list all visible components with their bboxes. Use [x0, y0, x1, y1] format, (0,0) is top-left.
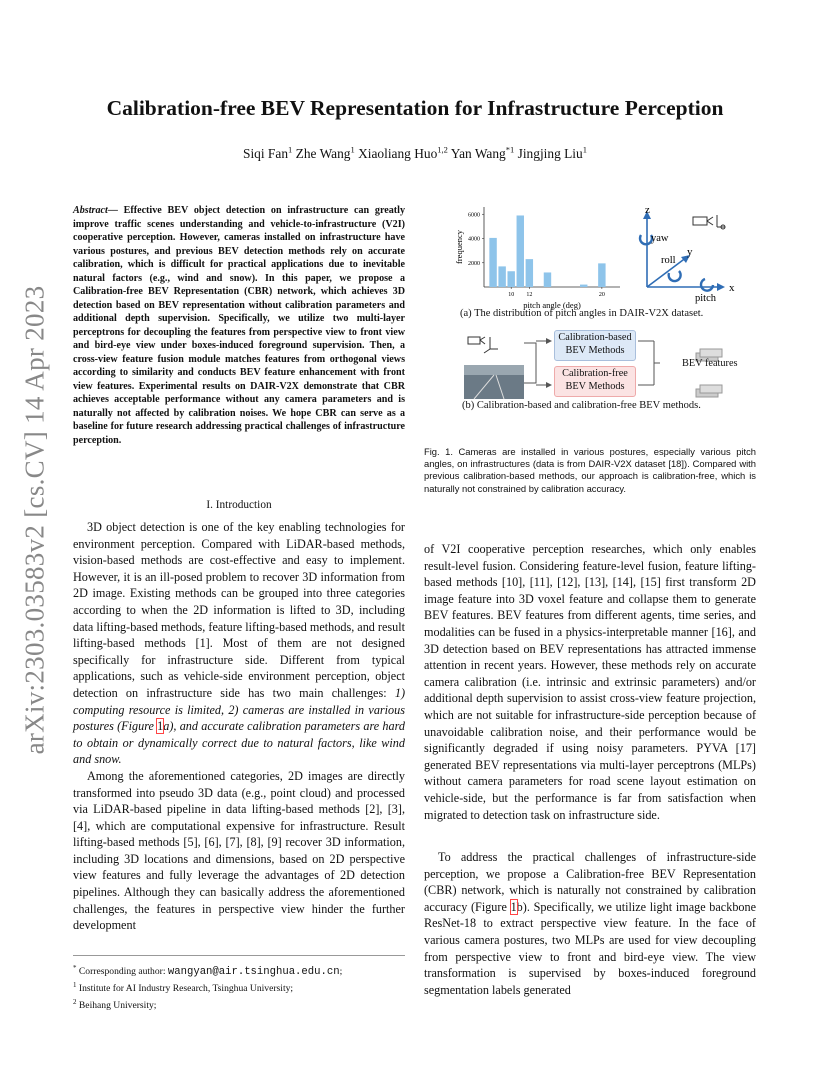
camera-icon [693, 215, 725, 229]
axis-label-x: x [729, 282, 735, 294]
histogram-bar [517, 215, 524, 287]
axis-label-z: z [645, 204, 650, 216]
histogram-bar [498, 266, 505, 287]
arxiv-id: arXiv:2303.03583v2 [cs.CV] 14 Apr 2023 [19, 285, 50, 755]
subcaption-a: (a) The distribution of pitch angles in DAIR-V2X dataset. [460, 308, 704, 319]
y-axis-label: frequency [454, 230, 464, 264]
y-tick-label: 4000 [468, 236, 480, 243]
bev-features-label: BEV features [682, 358, 738, 369]
y-tick-label: 6000 [468, 212, 480, 219]
abstract-text: — Effective BEV object detection on infrastructure can greatly improve traffic scenes understanding and vehicle-to-infrastructure (V2I) cooperative perception. However, cameras installed on infrastructure have various postures, and previous BEV detection methods rely on accurate calibration, which is difficult for practical applications due to inevitable natural factors (e.g., wind and snow). In this paper, we propose a Calibration-free BEV Representation (CBR) network, which achieves 3D detection based on BEV representation without calibration parameters and additional depth supervision. Specifically, we utilize two multi-layer perceptrons for decoupling the features from perspective view to front view and bird-eye view under boxes-induced foreground supervision. Then, a cross-view feature fusion module matches features from orthogonal views according to similarity and conducts BEV feature enhancement with front view features. Experimental results on DAIR-V2X demonstrate that CBR achieves acceptable performance without any camera parameters and is naturally not affected by calibration noises. We hope CBR can serve as a baseline for future research addressing practical challenges of infrastructure perception. [73, 205, 405, 446]
email-link[interactable]: wangyan@air.tsinghua.edu.cn [167, 966, 340, 979]
camera-axes-diagram [629, 205, 749, 305]
x-tick-label: 20 [598, 292, 605, 298]
axis-label-y: y [687, 246, 693, 258]
intro-paragraph-2: Among the aforementioned categories, 2D images are directly transformed into pseudo 3D data (e.g., point cloud) and processed via LiDAR-based pipeline in data lifting-based methods [2], [3], [4], which are computational expensive for infrastructure. Result lifting-based methods [5], [6], [7], [8], [9] recover 3D information, including 3D locations and dimensions, based on 2D perspective view features and fully leverage the advantages of 2D detection pipelines. Although they can basically address the aforementioned challenges, the features in perspective view hinder the further development [73, 768, 405, 933]
histogram-bar [580, 285, 587, 287]
axis-label-roll: roll [661, 255, 676, 266]
arxiv-sidebar [10, 285, 60, 755]
footnote-corresponding: * Corresponding author: wangyan@air.tsinghua.edu.cn; [73, 964, 343, 979]
author-name: Yan Wang$^{*1}$ [450, 145, 515, 162]
figure-ref-link[interactable]: 1 [157, 719, 164, 734]
intro-right-paragraph-2: To address the practical challenges of infrastructure-side perception, we propose a Calibration-free BEV Representation (CBR) network, which is naturally not constrained by calibration accuracy (Figure 1b). Specifically, we utilize light image backbone ResNet-18 to extract perspective view feature. In the face of various camera postures, two MLPs are used for view decoupling from perspective view to front and bird-eye view. The view transformation is supervised by boxes-induced foreground segmentation labels generated [424, 850, 757, 997]
histogram-bar [526, 259, 533, 287]
x-tick-label: 10 [508, 292, 515, 298]
histogram-bar [489, 238, 496, 287]
camera-icon [468, 337, 498, 353]
figure-ref-link[interactable]: 1 [510, 899, 517, 914]
axis-label-yaw: yaw [651, 233, 669, 244]
author-list [60, 145, 770, 162]
pitch-histogram [424, 197, 604, 309]
paper-title: Calibration-free BEV Representation for Infrastructure Perception [106, 96, 724, 120]
author-name: Zhe Wang$^1$ [295, 145, 355, 162]
axis-label-pitch: pitch [695, 293, 716, 304]
x-tick-label: 12 [526, 292, 533, 298]
author-name: Siqi Fan$^1$ [243, 145, 293, 162]
x-axis-label: pitch angle (deg) [523, 300, 581, 310]
section-heading: I. Introduction [206, 499, 272, 511]
histogram-bar [507, 271, 514, 287]
abstract-label: Abstract [73, 205, 108, 216]
abstract [73, 204, 405, 447]
bev-features-icon [696, 349, 722, 397]
calibration-free-box: Calibration-free BEV Methods [554, 366, 636, 397]
author-name: Jingjing Liu$^1$ [517, 145, 587, 162]
author-name: Xiaoliang Huo$^{1,2}$ [358, 145, 448, 162]
footnote-1: $^1$ Institute for AI Industry Research, Tsinghua University; [73, 980, 294, 994]
y-tick-label: 2000 [468, 260, 480, 267]
histogram-bar [544, 272, 551, 287]
figure-caption: Fig. 1. Cameras are installed in various postures, especially various pitch angles, on infrastructures (data is from DAIR-V2X dataset [18]). Compared with previous calibration-based methods, our approach is calibration-free, which is naturally not constrained by calibration accuracy. [424, 446, 756, 494]
pitch-arrow-icon [701, 279, 713, 291]
subcaption-b: (b) Calibration-based and calibration-free BEV methods. [462, 400, 701, 411]
intro-right-paragraph-1: of V2I cooperative perception researches, which only enables result-level fusion. Considering feature-level fusion, feature lifting-based methods [10], [11], [12], [13], [14], [15] first transform 2D image feature into 3D voxel feature and collapse them to generate BEV features. BEV features from different agents, time series, and modalities can be fused in a physics-interpretable manner [16], and 3D detection based on BEV representations has attracted immense attention in recent years. However, these methods rely on accurate camera calibration (i.e. intrinsic and extrinsic parameters) and/or additional depth supervision to assist cross-view feature projection, which are not suitable for infrastructure-side perception because of unavoidable calibration noise, and their performance would be significantly degraded if using noisy parameters. PYVA [17] generated BEV representations via multi-layer perceptrons (MLPs) without camera parameters for road scene layout estimation on vehicle-side, but the performance is far from satisfaction when migrated to detection task on infrastructure side. [424, 542, 756, 822]
histogram-bar [598, 263, 605, 287]
footnotes [73, 955, 405, 1012]
figure-1 [424, 197, 764, 422]
footnote-2: $^2$ Beihang University; [73, 997, 157, 1011]
intro-paragraph-1: 3D object detection is one of the key enabling technologies for environment perception. Compared with LiDAR-based methods, vision-based methods are cost-effective and easy to implement. However, it is an ill-posed problem to recover 3D information from 2D image. Existing methods can be grouped into three categories according to when the 2D information is lifted to 3D, including data lifting-based methods, feature lifting-based methods, and result lifting-based methods [1]. Most of them are not designed specifically for infrastructure side. Different from typical applications, such as vehicle-side environment perception, object detection on infrastructure side has two main challenges: 1) computing resource is limited, 2) cameras are installed in various postures (Figure 1a), and accurate calibration parameters are hard to obtain or dynamically correct due to natural factors, like wind and snow. Among the aforementioned categories, 2D images are directly transformed into pseudo 3D data (e.g., point cloud) and processed via LiDAR-based pipeline in data lifting-based methods [2], [3], [4], which are computational expensive for infrastructure. Result lifting-based methods [5], [6], [7], [8], [9] recover 3D information, including 3D locations and dimensions, based on 2D perspective view features and fully leverage the advantages of 2D detection pipelines. Although they can basically address the aforementioned challenges, the features in perspective view hinder the further development [73, 520, 406, 933]
roll-arrow-icon [669, 271, 681, 281]
calibration-based-box: Calibration-based BEV Methods [554, 330, 636, 361]
